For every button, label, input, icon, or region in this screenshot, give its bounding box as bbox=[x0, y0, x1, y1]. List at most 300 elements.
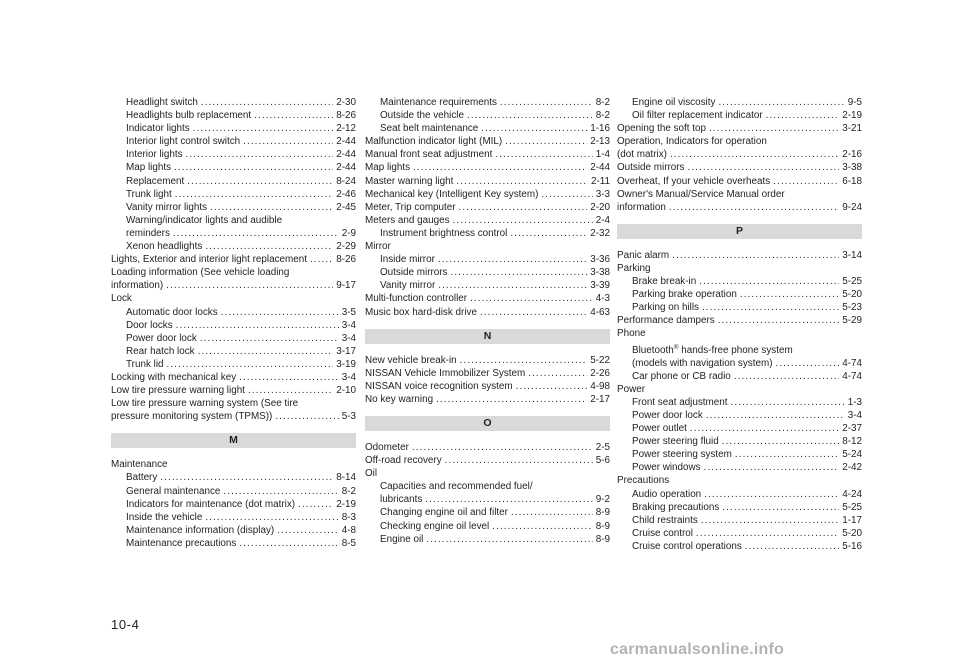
entry-text: Oil bbox=[365, 468, 378, 480]
index-entry bbox=[111, 485, 356, 498]
entry-page: 3-17 bbox=[336, 345, 356, 357]
index-entry bbox=[365, 520, 610, 533]
entry-text: Parking on hills bbox=[632, 302, 699, 314]
entry-page: 2-30 bbox=[336, 97, 356, 108]
entry-text: Battery bbox=[126, 472, 158, 484]
entry-line bbox=[126, 109, 356, 122]
entry-page: 5-20 bbox=[842, 527, 862, 539]
entry-page: 2-5 bbox=[595, 441, 610, 453]
entry-page: 5-6 bbox=[595, 455, 610, 467]
entry-line bbox=[365, 292, 610, 305]
leader-dots bbox=[243, 135, 333, 148]
entry-page: 3-38 bbox=[842, 162, 862, 174]
entry-line bbox=[365, 380, 610, 393]
leader-dots bbox=[500, 96, 593, 109]
entry-line bbox=[632, 448, 862, 461]
entry-text: Outside the vehicle bbox=[380, 110, 464, 122]
entry-line bbox=[126, 358, 356, 371]
entry-text: General maintenance bbox=[126, 485, 221, 497]
entry-text: Engine oil viscosity bbox=[632, 97, 716, 108]
entry-text: Outside mirrors bbox=[617, 162, 685, 174]
entry-page: 8-9 bbox=[595, 533, 610, 545]
index-entry bbox=[111, 135, 356, 148]
section-letter: N bbox=[365, 329, 610, 344]
leader-dots bbox=[201, 96, 333, 109]
index-entry bbox=[111, 214, 356, 240]
entry-text: pressure monitoring system (TPMS)) bbox=[111, 411, 273, 423]
leader-dots bbox=[254, 109, 333, 122]
leader-dots bbox=[699, 275, 839, 288]
entry-line bbox=[632, 435, 862, 448]
leader-dots bbox=[696, 527, 839, 540]
entry-line bbox=[632, 501, 862, 514]
entry-page: 5-16 bbox=[842, 540, 862, 552]
entry-text: Multi-function controller bbox=[365, 293, 468, 305]
leader-dots bbox=[505, 135, 587, 148]
leader-dots bbox=[205, 240, 333, 253]
index-entry bbox=[365, 135, 610, 148]
entry-page: 8-24 bbox=[336, 175, 356, 187]
entry-text-continued: Loading information (See vehicle loading bbox=[111, 267, 290, 279]
entry-line bbox=[365, 454, 610, 467]
index-entry bbox=[617, 461, 862, 474]
entry-page: 8-12 bbox=[842, 436, 862, 448]
section-letter: O bbox=[365, 416, 610, 431]
leader-dots bbox=[688, 161, 840, 174]
entry-text: Lock bbox=[111, 293, 132, 305]
entry-text: Music box hard-disk drive bbox=[365, 306, 477, 318]
entry-text: Power steering fluid bbox=[632, 436, 719, 448]
index-entry bbox=[617, 122, 862, 135]
index-entry bbox=[111, 253, 356, 266]
entry-page: 8-2 bbox=[341, 485, 356, 497]
entry-text: (models with navigation system) bbox=[632, 357, 773, 369]
entry-text: Headlight switch bbox=[126, 97, 198, 108]
entry-page: 2-11 bbox=[590, 175, 610, 187]
entry-text-continued: Low tire pressure warning system (See tire bbox=[111, 398, 299, 410]
entry-page: 4-74 bbox=[842, 357, 862, 369]
entry-page: 8-3 bbox=[341, 511, 356, 523]
index-entry bbox=[617, 527, 862, 540]
leader-dots bbox=[470, 292, 593, 305]
index-entry bbox=[617, 161, 862, 174]
entry-line bbox=[365, 188, 610, 201]
entry-text: Trunk light bbox=[126, 188, 172, 200]
index-entry bbox=[617, 188, 862, 214]
index-entry bbox=[111, 397, 356, 423]
entry-line bbox=[111, 458, 356, 471]
entry-page: 5-22 bbox=[590, 354, 610, 366]
entry-line bbox=[111, 253, 356, 266]
entry-line bbox=[632, 461, 862, 474]
index-entry bbox=[617, 409, 862, 422]
leader-dots bbox=[735, 448, 839, 461]
entry-text-part: Bluetooth bbox=[632, 344, 674, 356]
entry-line bbox=[111, 279, 356, 292]
index-entry bbox=[617, 514, 862, 527]
entry-text: Maintenance precautions bbox=[126, 537, 237, 549]
entry-text: Precautions bbox=[617, 475, 670, 487]
leader-dots bbox=[669, 201, 839, 214]
leader-dots bbox=[223, 485, 338, 498]
index-entry bbox=[617, 488, 862, 501]
index-entry bbox=[365, 122, 610, 135]
entry-line bbox=[126, 135, 356, 148]
index-entry bbox=[111, 471, 356, 484]
entry-line bbox=[111, 384, 356, 397]
entry-text: Power door lock bbox=[126, 332, 197, 344]
leader-dots bbox=[709, 122, 839, 135]
entry-line bbox=[365, 148, 610, 161]
index-entry bbox=[111, 511, 356, 524]
leader-dots bbox=[425, 493, 592, 506]
entry-page: 4-63 bbox=[590, 306, 610, 318]
entry-page: 2-44 bbox=[336, 149, 356, 161]
entry-line bbox=[632, 488, 862, 501]
entry-text: Mechanical key (Intelligent Key system) bbox=[365, 188, 539, 200]
entry-line bbox=[365, 175, 610, 188]
entry-text: Power door lock bbox=[632, 409, 703, 421]
index-entry bbox=[111, 371, 356, 384]
leader-dots bbox=[702, 301, 839, 314]
entry-page: 2-26 bbox=[590, 367, 610, 379]
entry-page: 2-37 bbox=[842, 423, 862, 435]
leader-dots bbox=[718, 96, 844, 109]
index-entry bbox=[111, 384, 356, 397]
entry-page: 2-32 bbox=[590, 227, 610, 239]
index-entry bbox=[617, 288, 862, 301]
entry-page: 3-5 bbox=[341, 306, 356, 318]
leader-dots bbox=[706, 409, 845, 422]
entry-text: Performance dampers bbox=[617, 315, 715, 327]
leader-dots bbox=[718, 314, 840, 327]
entry-line bbox=[380, 122, 610, 135]
entry-text: Low tire pressure warning light bbox=[111, 385, 245, 397]
leader-dots bbox=[277, 524, 339, 537]
entry-line bbox=[111, 292, 356, 305]
entry-line bbox=[617, 327, 862, 340]
entry-line bbox=[126, 306, 356, 319]
index-entry bbox=[365, 227, 610, 240]
entry-text: Inside the vehicle bbox=[126, 511, 203, 523]
entry-text: Malfunction indicator light (MIL) bbox=[365, 136, 503, 148]
entry-line bbox=[126, 345, 356, 358]
entry-line bbox=[380, 279, 610, 292]
entry-line bbox=[632, 109, 862, 122]
entry-text: Indicator lights bbox=[126, 123, 190, 135]
entry-line bbox=[380, 227, 610, 240]
leader-dots bbox=[174, 161, 333, 174]
entry-line bbox=[617, 122, 862, 135]
index-entry bbox=[365, 292, 610, 305]
index-entry bbox=[617, 275, 862, 288]
entry-text: Interior lights bbox=[126, 149, 183, 161]
entry-text: Trunk lid bbox=[126, 358, 164, 370]
entry-page: 1-17 bbox=[842, 514, 862, 526]
entry-line bbox=[365, 135, 610, 148]
entry-line bbox=[632, 288, 862, 301]
entry-page: 8-2 bbox=[595, 110, 610, 122]
leader-dots bbox=[704, 488, 839, 501]
entry-page: 4-8 bbox=[341, 524, 356, 536]
index-entry bbox=[111, 188, 356, 201]
entry-text: reminders bbox=[126, 227, 170, 239]
entry-line bbox=[126, 511, 356, 524]
entry-line bbox=[632, 527, 862, 540]
leader-dots bbox=[193, 122, 334, 135]
index-entry bbox=[617, 383, 862, 396]
entry-text-continued: Owner's Manual/Service Manual order bbox=[617, 188, 785, 200]
index-entry bbox=[365, 367, 610, 380]
entry-page: 2-17 bbox=[590, 393, 610, 405]
index-entry bbox=[617, 249, 862, 262]
entry-line bbox=[632, 357, 862, 370]
index-entry bbox=[111, 458, 356, 471]
entry-text: Lights, Exterior and interior light replacement bbox=[111, 254, 307, 266]
entry-line bbox=[632, 422, 862, 435]
leader-dots bbox=[745, 540, 839, 553]
index-entry bbox=[365, 214, 610, 227]
index-entry bbox=[111, 345, 356, 358]
index-entry bbox=[365, 161, 610, 174]
entry-page: 4-3 bbox=[595, 293, 610, 305]
index-entry bbox=[365, 148, 610, 161]
entry-text: Master warning light bbox=[365, 175, 454, 187]
leader-dots bbox=[740, 288, 839, 301]
entry-line bbox=[632, 540, 862, 553]
entry-line bbox=[365, 306, 610, 319]
entry-line bbox=[617, 148, 862, 161]
entry-text: No key warning bbox=[365, 393, 434, 405]
entry-page: 5-24 bbox=[842, 449, 862, 461]
entry-page: 3-3 bbox=[595, 188, 610, 200]
entry-text: information) bbox=[111, 280, 164, 292]
entry-page: 5-29 bbox=[842, 315, 862, 327]
leader-dots bbox=[187, 175, 333, 188]
entry-page: 5-25 bbox=[842, 276, 862, 288]
index-entry bbox=[365, 175, 610, 188]
leader-dots bbox=[176, 319, 339, 332]
leader-dots bbox=[776, 357, 840, 370]
entry-line bbox=[632, 396, 862, 409]
entry-text-part: hands-free phone system bbox=[678, 344, 793, 356]
leader-dots bbox=[731, 396, 845, 409]
entry-text: Headlights bulb replacement bbox=[126, 110, 252, 122]
leader-dots bbox=[167, 358, 334, 371]
entry-text: Map lights bbox=[126, 162, 172, 174]
leader-dots bbox=[773, 175, 839, 188]
leader-dots bbox=[298, 498, 333, 511]
entry-page: 8-5 bbox=[341, 537, 356, 549]
entry-line bbox=[126, 319, 356, 332]
entry-page: 4-74 bbox=[842, 370, 862, 382]
entry-line bbox=[126, 161, 356, 174]
entry-line bbox=[126, 485, 356, 498]
entry-line bbox=[126, 240, 356, 253]
entry-page: 5-20 bbox=[842, 289, 862, 301]
entry-page: 9-24 bbox=[842, 201, 862, 213]
index-entry bbox=[111, 122, 356, 135]
entry-line bbox=[126, 96, 356, 109]
leader-dots bbox=[210, 201, 333, 214]
entry-text: Parking brake operation bbox=[632, 289, 737, 301]
entry-page: 8-2 bbox=[595, 97, 610, 108]
entry-text: Inside mirror bbox=[380, 254, 435, 266]
entry-page: 8-14 bbox=[336, 472, 356, 484]
entry-page: 5-3 bbox=[341, 411, 356, 423]
entry-text: Changing engine oil and filter bbox=[380, 507, 508, 519]
leader-dots bbox=[510, 227, 587, 240]
entry-line bbox=[111, 410, 356, 423]
index-entry bbox=[617, 396, 862, 409]
entry-page: 2-44 bbox=[336, 136, 356, 148]
leader-dots bbox=[436, 393, 587, 406]
leader-dots bbox=[221, 306, 339, 319]
entry-line bbox=[126, 537, 356, 550]
index-entry bbox=[617, 301, 862, 314]
index-entry bbox=[111, 306, 356, 319]
entry-line bbox=[380, 253, 610, 266]
entry-line bbox=[617, 249, 862, 262]
index-entry bbox=[365, 480, 610, 506]
entry-page: 3-19 bbox=[336, 358, 356, 370]
entry-page: 9-5 bbox=[847, 97, 862, 108]
leader-dots bbox=[453, 214, 593, 227]
entry-text: Manual front seat adjustment bbox=[365, 149, 493, 161]
index-entry bbox=[365, 240, 610, 253]
leader-dots bbox=[205, 511, 338, 524]
entry-page: 2-46 bbox=[336, 188, 356, 200]
index-entry bbox=[617, 435, 862, 448]
entry-text: Interior light control switch bbox=[126, 136, 241, 148]
entry-page: 4-98 bbox=[590, 380, 610, 392]
entry-text: Maintenance information (display) bbox=[126, 524, 275, 536]
entry-text: Checking engine oil level bbox=[380, 520, 490, 532]
entry-text: Door locks bbox=[126, 319, 173, 331]
entry-text-continued bbox=[632, 341, 862, 357]
entry-text: Rear hatch lock bbox=[126, 345, 195, 357]
leader-dots bbox=[480, 306, 587, 319]
index-entry bbox=[365, 266, 610, 279]
entry-line bbox=[126, 498, 356, 511]
index-entry bbox=[365, 354, 610, 367]
entry-page: 1-16 bbox=[590, 123, 610, 135]
entry-text: Panic alarm bbox=[617, 249, 670, 261]
index-entry bbox=[111, 161, 356, 174]
entry-page: 3-39 bbox=[590, 280, 610, 292]
entry-line bbox=[632, 514, 862, 527]
entry-page: 2-9 bbox=[341, 227, 356, 239]
index-entry bbox=[111, 96, 356, 109]
entry-line bbox=[617, 383, 862, 396]
entry-page: 2-10 bbox=[336, 385, 356, 397]
entry-line bbox=[617, 314, 862, 327]
page-number: 10-4 bbox=[111, 617, 140, 632]
entry-page: 3-38 bbox=[590, 267, 610, 279]
entry-page: 3-36 bbox=[590, 254, 610, 266]
entry-page: 8-9 bbox=[595, 507, 610, 519]
entry-page: 2-19 bbox=[842, 110, 862, 122]
leader-dots bbox=[766, 109, 840, 122]
entry-text: Power outlet bbox=[632, 423, 687, 435]
entry-text: lubricants bbox=[380, 494, 423, 506]
entry-line bbox=[365, 354, 610, 367]
entry-text: Brake break-in bbox=[632, 276, 697, 288]
entry-text: Locking with mechanical key bbox=[111, 371, 237, 383]
entry-text: Overheat, If your vehicle overheats bbox=[617, 175, 771, 187]
entry-line bbox=[365, 393, 610, 406]
index-entry bbox=[111, 109, 356, 122]
leader-dots bbox=[166, 279, 333, 292]
entry-text: Meters and gauges bbox=[365, 214, 450, 226]
entry-line bbox=[126, 332, 356, 345]
index-entry bbox=[111, 498, 356, 511]
entry-line bbox=[380, 520, 610, 533]
index-entry bbox=[365, 109, 610, 122]
entry-text: Opening the soft top bbox=[617, 123, 706, 135]
index-entry bbox=[365, 279, 610, 292]
entry-text: information bbox=[617, 201, 666, 213]
index-entry bbox=[617, 422, 862, 435]
index-entry bbox=[617, 175, 862, 188]
entry-page: 3-4 bbox=[341, 371, 356, 383]
entry-page: 2-44 bbox=[336, 162, 356, 174]
index-entry bbox=[365, 306, 610, 319]
entry-line bbox=[380, 109, 610, 122]
entry-line bbox=[126, 524, 356, 537]
entry-page: 3-14 bbox=[842, 249, 862, 261]
leader-dots bbox=[445, 454, 593, 467]
entry-page: 1-3 bbox=[847, 396, 862, 408]
leader-dots bbox=[186, 148, 334, 161]
entry-text: Off-road recovery bbox=[365, 455, 442, 467]
entry-text: Car phone or CB radio bbox=[632, 370, 731, 382]
index-entry bbox=[365, 467, 610, 480]
section-letter: M bbox=[111, 433, 356, 448]
entry-line bbox=[632, 370, 862, 383]
entry-page: 3-21 bbox=[842, 123, 862, 135]
index-entry bbox=[365, 188, 610, 201]
entry-line bbox=[365, 201, 610, 214]
leader-dots bbox=[275, 410, 338, 423]
leader-dots bbox=[511, 506, 593, 519]
leader-dots bbox=[467, 109, 593, 122]
index-entry bbox=[617, 448, 862, 461]
index-entry bbox=[365, 393, 610, 406]
leader-dots bbox=[310, 253, 333, 266]
entry-text: Front seat adjustment bbox=[632, 396, 728, 408]
entry-line bbox=[380, 506, 610, 519]
index-entry bbox=[365, 253, 610, 266]
index-entry bbox=[365, 96, 610, 109]
registered-mark: ® bbox=[673, 343, 679, 351]
entry-text: Phone bbox=[617, 328, 646, 340]
entry-line bbox=[380, 266, 610, 279]
entry-page: 9-2 bbox=[595, 494, 610, 506]
entry-page: 4-24 bbox=[842, 488, 862, 500]
index-entry bbox=[111, 292, 356, 305]
entry-page: 3-4 bbox=[341, 319, 356, 331]
entry-text: Vanity mirror lights bbox=[126, 201, 208, 213]
index-entry bbox=[617, 501, 862, 514]
leader-dots bbox=[541, 188, 592, 201]
entry-line bbox=[126, 227, 356, 240]
entry-text: Seat belt maintenance bbox=[380, 123, 479, 135]
entry-page: 3-4 bbox=[341, 332, 356, 344]
leader-dots bbox=[438, 253, 587, 266]
leader-dots bbox=[704, 461, 840, 474]
leader-dots bbox=[412, 441, 593, 454]
